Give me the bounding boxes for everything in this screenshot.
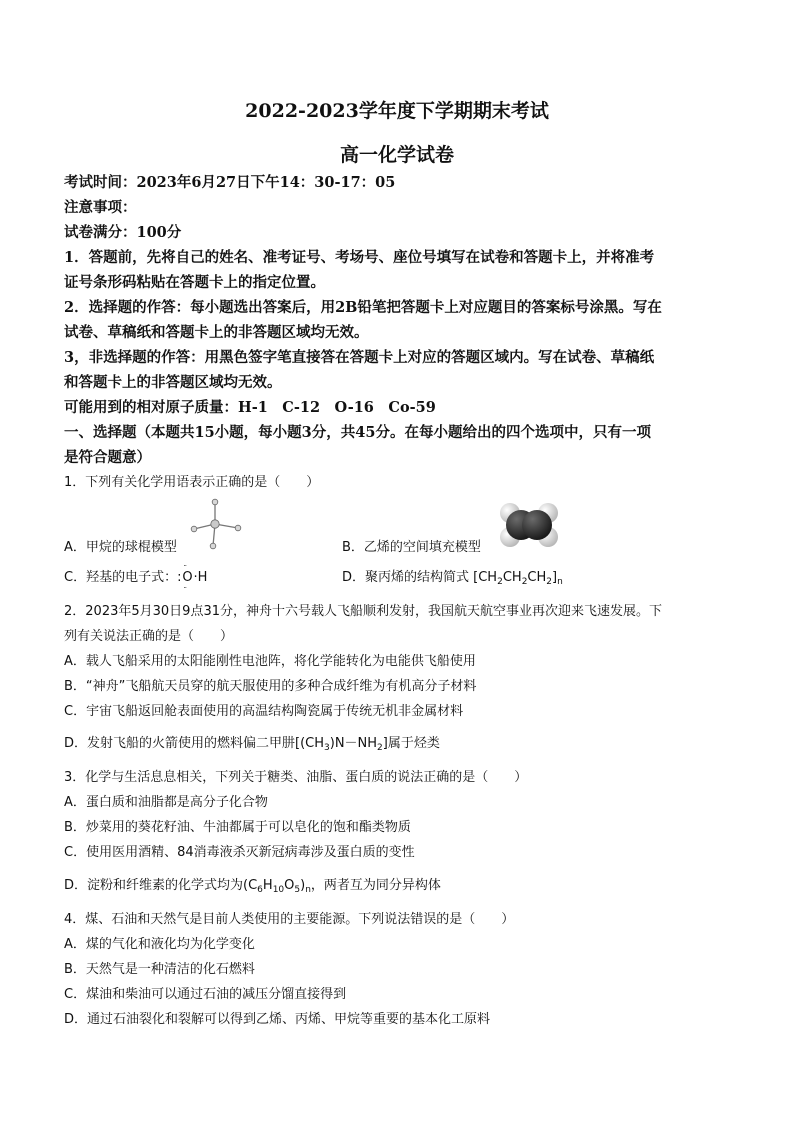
q3-option-a: A．蛋白质和油脂都是高分子化合物 bbox=[64, 795, 268, 810]
section-heading-line-2: 是符合题意） bbox=[64, 449, 151, 466]
q2-option-d-text: D．发射飞船的火箭使用的燃料偏二甲肼[(CH bbox=[64, 736, 325, 751]
q3-option-d-text: D．淀粉和纤维素的化学式均为(C bbox=[64, 878, 258, 893]
notice-title: 注意事项： bbox=[64, 199, 137, 216]
formula-part: [CH bbox=[473, 570, 498, 585]
q2-stem-line-2: 列有关说法正确的是（ ） bbox=[64, 629, 234, 644]
note-1-line-2: 证号条形码粘贴在答题卡上的指定位置。 bbox=[64, 274, 325, 291]
note-3-line-2: 和答题卡上的非答题区域均无效。 bbox=[64, 374, 282, 391]
atomic-masses: 可能用到的相对原子质量：H-1 C-12 O-16 Co-59 bbox=[64, 399, 436, 416]
note-2-line-2: 试卷、草稿纸和答题卡上的非答题区域均无效。 bbox=[64, 324, 369, 341]
formula-subscript: n bbox=[557, 577, 563, 587]
q2-option-d-text: ]属于烃类 bbox=[382, 736, 440, 751]
exam-title: 2022-2023学年度下学期期末考试 bbox=[245, 100, 549, 122]
q2-option-b: B．“神舟”飞船航天员穿的航天服使用的多种合成纤维为有机高分子材料 bbox=[64, 679, 477, 694]
formula-subscript: 2 bbox=[497, 577, 503, 587]
q2-stem-line-1: 2．2023年5月30日9点31分，神舟十六号载人飞船顺利发射，我国航天航空事业再次迎来飞速发展。下 bbox=[64, 604, 662, 619]
formula-part: CH bbox=[502, 570, 522, 585]
exam-subtitle: 高一化学试卷 bbox=[339, 144, 454, 166]
formula-part: CH bbox=[527, 570, 547, 585]
q1-option-b: B．乙烯的空间填充模型 bbox=[342, 540, 481, 555]
q3-option-c: C．使用医用酒精、84消毒液杀灭新冠病毒涉及蛋白质的变性 bbox=[64, 845, 415, 860]
formula-subscript: 2 bbox=[521, 577, 528, 587]
exam-time: 考试时间：2023年6月27日下午14：30-17：05 bbox=[64, 174, 396, 191]
q1-stem: 1．下列有关化学用语表示正确的是（ ） bbox=[64, 475, 320, 490]
q3-option-d-text: H bbox=[262, 878, 273, 893]
hydroxyl-oxygen bbox=[181, 562, 193, 592]
polypropylene-formula bbox=[473, 570, 563, 585]
formula-subscript: 5 bbox=[294, 885, 301, 895]
ethylene-space-filling-figure bbox=[497, 500, 561, 550]
oxygen-symbol: O bbox=[182, 570, 193, 585]
q4-option-d: D．通过石油裂化和裂解可以得到乙烯、丙烯、甲烷等重要的基本化工原料 bbox=[64, 1012, 491, 1027]
formula-part: ] bbox=[552, 570, 558, 585]
electron-dots-top: ·· bbox=[183, 562, 186, 570]
formula-subscript: 10 bbox=[272, 885, 285, 895]
full-score: 试卷满分：100分 bbox=[64, 224, 182, 241]
q3-stem: 3．化学与生活息息相关，下列关于糖类、油脂、蛋白质的说法正确的是（ ） bbox=[64, 770, 528, 785]
formula-subscript: 2 bbox=[546, 577, 553, 587]
q3-option-b: B．炒菜用的葵花籽油、牛油都属于可以皂化的饱和酯类物质 bbox=[64, 820, 411, 835]
q4-option-c: C．煤油和柴油可以通过石油的减压分馏直接得到 bbox=[64, 987, 347, 1002]
q1-option-a: A．甲烷的球棍模型 bbox=[64, 540, 177, 555]
q4-option-b: B．天然气是一种清洁的化石燃料 bbox=[64, 962, 255, 977]
q1-option-d bbox=[342, 568, 563, 592]
q1-option-c-label: C．羟基的电子式： bbox=[64, 570, 178, 585]
section-heading-line-1: 一、选择题（本题共15小题，每小题3分，共45分。在每小题给出的四个选项中，只有一项 bbox=[64, 424, 651, 441]
note-3-line-1: 3，非选择题的作答：用黑色签字笔直接答在答题卡上对应的答题区域内。写在试卷、草稿纸 bbox=[64, 349, 655, 366]
q3-option-d-text: ，两者互为同分异构体 bbox=[310, 878, 441, 893]
electron-dots-bottom: ·· bbox=[183, 584, 186, 592]
hydrogen-symbol: H bbox=[197, 570, 208, 585]
q4-option-a: A．煤的气化和液化均为化学变化 bbox=[64, 937, 255, 952]
formula-subscript: 6 bbox=[257, 885, 263, 895]
note-2-line-1: 2．选择题的作答：每小题选出答案后，用2B铅笔把答题卡上对应题目的答案标号涂黑。写在 bbox=[64, 299, 662, 316]
electron-dot-left: : bbox=[177, 570, 182, 585]
formula-subscript: 2 bbox=[377, 743, 383, 753]
q1-option-d-label: D．聚丙烯的结构简式 bbox=[342, 570, 470, 585]
formula-subscript: 3 bbox=[324, 743, 330, 753]
q2-option-a: A．载人飞船采用的太阳能刚性电池阵，将化学能转化为电能供飞船使用 bbox=[64, 654, 476, 669]
formula-subscript: n bbox=[305, 885, 311, 895]
electron-dot-mid: · bbox=[193, 570, 198, 585]
q2-option-d-text: )N－NH bbox=[329, 736, 378, 751]
q3-option-d-text: ) bbox=[300, 878, 306, 893]
q2-option-d bbox=[64, 734, 734, 758]
q2-option-c: C．宇宙飞船返回舱表面使用的高温结构陶瓷属于传统无机非金属材料 bbox=[64, 704, 464, 719]
q3-option-d-text: O bbox=[284, 878, 295, 893]
q4-stem: 4．煤、石油和天然气是目前人类使用的主要能源。下列说法错误的是（ ） bbox=[64, 912, 515, 927]
q1-option-c bbox=[64, 562, 324, 592]
q3-option-d bbox=[64, 876, 734, 900]
note-1-line-1: 1．答题前，先将自己的姓名、准考证号、考场号、座位号填写在试卷和答题卡上，并将准考 bbox=[64, 249, 655, 266]
